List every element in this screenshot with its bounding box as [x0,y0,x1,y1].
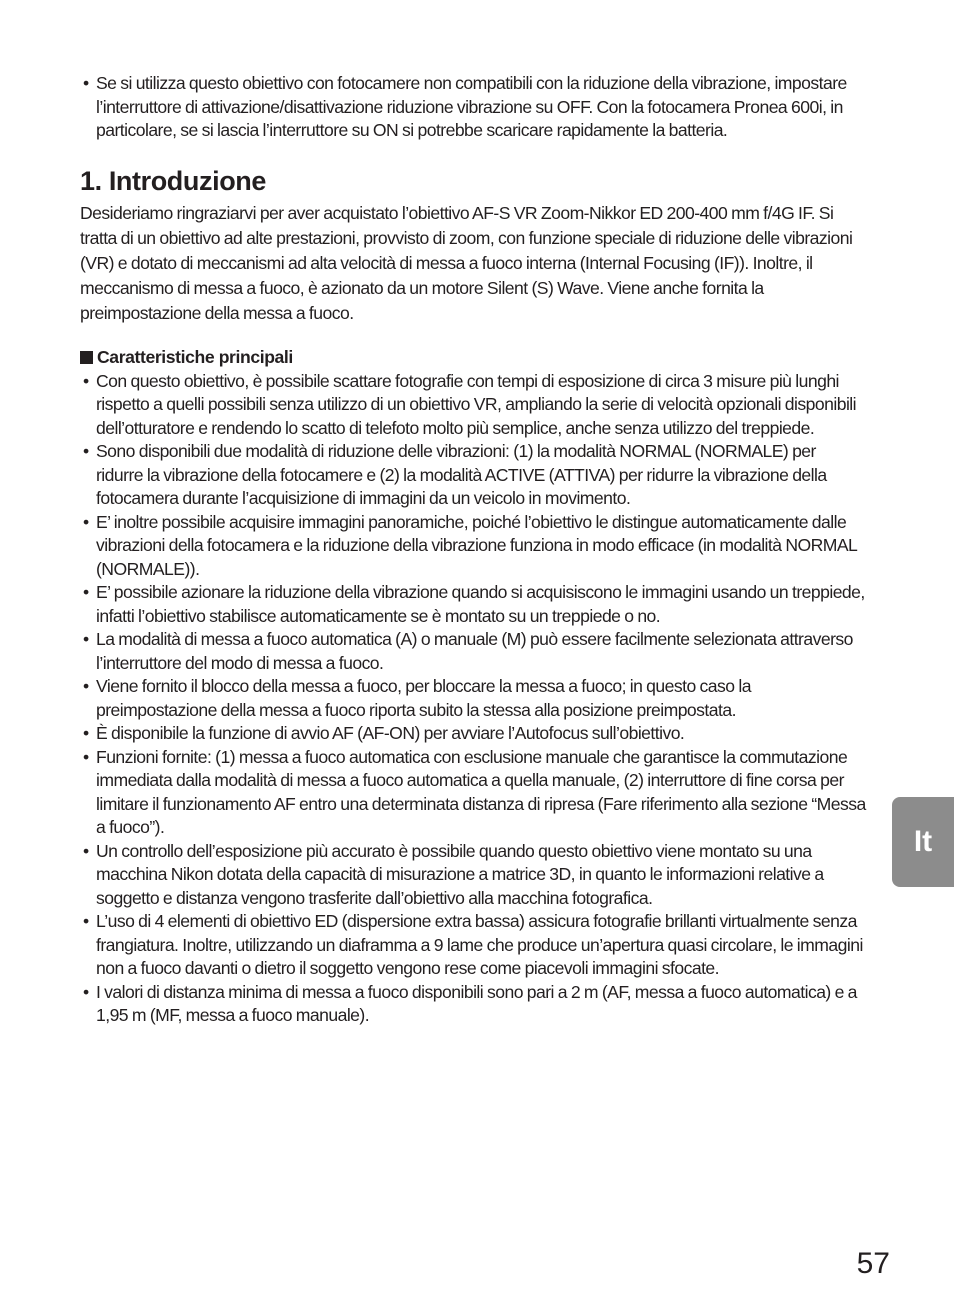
warning-note-list [80,72,866,143]
section-title: 1. Introduzione [80,165,266,196]
features-heading [80,346,866,369]
list-item-text: I valori di distanza minima di messa a fuoco disponibili sono pari a 2 m (AF, messa a fuoco automatica) e a 1,95 m (MF, messa a fuoco manuale). [96,981,857,1025]
list-item [80,628,866,675]
list-item [80,910,866,981]
list-item [80,981,866,1028]
warning-note-text: Se si utilizza questo obiettivo con fotocamere non compatibili con la riduzione della vibrazione, impostare l’interruttore di attivazione/disattivazione riduzione vibrazione su OFF. Con la fotocamera Pronea 600i, in particolare, se si lascia l’interruttore su ON si potrebbe scaricare rapidamente la batteria. [96,73,847,140]
list-item [80,511,866,582]
list-item-text: Viene fornito il blocco della messa a fuoco, per bloccare la messa a fuoco; in questo caso la preimpostazione della messa a fuoco riporta subito la stessa alla posizione preimpostata. [96,676,751,720]
bullet-icon: • [83,511,89,532]
square-bullet-icon [80,351,93,364]
bullet-icon: • [83,676,89,696]
bullet-icon: • [83,629,89,649]
intro-paragraph: Desideriamo ringraziarvi per aver acquistato l’obiettivo AF-S VR Zoom-Nikkor ED 200-400 mm f/4G IF. Si tratta di un obiettivo ad alte prestazioni, provvisto di zoom, con funzione speciale di riduzione delle vibrazioni (VR) e dotato di meccanismi ad alta velocità di messa a fuoco interna (Internal Focusing (IF)). Inoltre, il meccanismo di messa a fuoco, è azionato da un motore Silent (S) Wave. Viene anche fornita la preimpostazione della messa a fuoco. [80,202,853,323]
language-tab: It [892,797,954,887]
features-list [80,370,866,1028]
list-item-text: E’ inoltre possibile acquisire immagini panoramiche, poiché l’obiettivo le distingue automaticamente dalle vibrazioni della fotocamera e la riduzione della vibrazione funziona in modo efficace (in modalità NORMAL (NORMALE)). [96,511,857,579]
bullet-icon: • [83,746,89,767]
list-item-text: Sono disponibili due modalità di riduzione delle vibrazioni: (1) la modalità NORMAL (NORMALE) per ridurre la vibrazione della fotocamere e (2) la modalità ACTIVE (ATTIVA) per ridurre la vibrazione della fotocamera durante l’acquisizione di immagini da un veicolo in movimento. [96,441,827,508]
bullet-icon: • [83,73,89,93]
features-heading-text: Caratteristiche principali [97,346,293,367]
bullet-icon: • [83,840,89,861]
list-item-text: La modalità di messa a fuoco automatica (A) o manuale (M) può essere facilmente selezionata attraverso l’interruttore del modo di messa a fuoco. [96,629,853,673]
list-item [80,722,866,746]
list-item [80,840,866,911]
list-item-text: E’ possibile azionare la riduzione della vibrazione quando si acquisiscono le immagini usando un treppiede, infatti l’obiettivo stabilisce automaticamente se è montato su un treppiede o no. [96,582,865,626]
bullet-icon: • [83,981,89,1002]
bullet-icon: • [83,723,89,743]
bullet-icon: • [83,370,89,391]
warning-note [80,72,866,143]
bullet-icon: • [83,441,89,461]
list-item [80,440,866,511]
list-item-text: Con questo obiettivo, è possibile scattare fotografie con tempi di esposizione di circa 3 misure più lunghi rispetto a quelli possibili senza utilizzo di un obiettivo VR, ampliando la serie di velocità opzionali disponibili dell’otturatore e rendendo lo scatto di telefoto molto più semplice, anche senza utilizzo del treppiede. [96,370,857,438]
page-content [80,72,866,1028]
bullet-icon: • [83,911,89,931]
list-item-text: Funzioni fornite: (1) messa a fuoco automatica con esclusione manuale che garantisce la commutazione immediata dalla modalità di messa a fuoco automatica a quella manuale, (2) interruttore di fine corsa per limitare il funzionamento AF entro una determinata distanza di ripresa (Fare riferimento alla sezione “Messa a fuoco”). [96,746,866,837]
list-item [80,675,866,722]
list-item-text: Un controllo dell’esposizione più accurato è possibile quando questo obiettivo viene montato su una macchina Nikon dotata della capacità di misurazione a matrice 3D, in quanto le informazioni relative a soggetto e distanza vengono trasferite dall’obiettivo alla macchina fotografica. [96,840,824,908]
list-item-text: È disponibile la funzione di avvio AF (AF-ON) per avviare l’Autofocus sull’obiettivo. [96,723,685,743]
list-item [80,370,866,441]
list-item [80,746,866,840]
list-item [80,581,866,628]
list-item-text: L’uso di 4 elementi di obiettivo ED (dispersione extra bassa) assicura fotografie brillanti virtualmente senza frangiatura. Inoltre, utilizzando un diaframma a 9 lame che produce un’apertura quasi circolare, le immagini non a fuoco davanti o dietro il soggetto vengono rese come piacevoli immagini sfocate. [96,911,863,978]
bullet-icon: • [83,582,89,602]
page-number: 57 [856,1247,890,1280]
